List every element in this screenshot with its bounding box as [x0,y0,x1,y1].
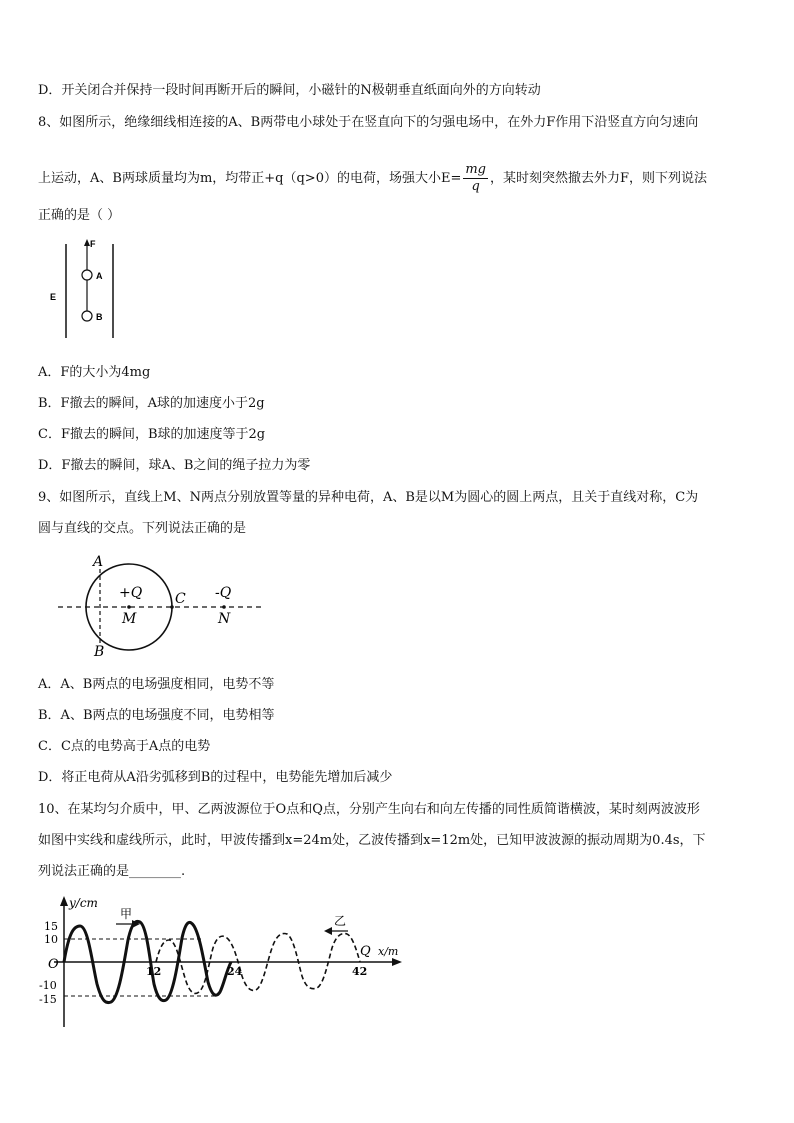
label-B: B [96,312,103,322]
q10-stem-line1: 10、在某均匀介质中，甲、乙两波源位于O点和Q点，分别产生向右和向左传播的同性质简谐横波，某时刻两波波形 [38,802,700,817]
label-C: C [175,591,186,607]
y-axis-arrow-icon [60,896,68,906]
q9-option-d: D．将正电荷从A沿劣弧移到B的过程中，电势能先增加后减少 [38,770,393,785]
q10-stem-line3: 列说法正确的是________. [38,864,186,879]
tick-minus-10: -10 [39,979,57,992]
tick-15: 15 [44,920,58,933]
q8-frac-num: mg [465,162,487,177]
tick-10: 10 [44,933,58,946]
q10-stem-line2: 如图中实线和虚线所示，此时，甲波传播到x=24m处，乙波传播到x=12m处，已知甲波波源的振动周期为0.4s，下 [38,833,706,848]
point-C [170,605,174,609]
q8-option-d: D．F撤去的瞬间，球A、B之间的绳子拉力为零 [38,458,311,473]
q8-stem-line2b: ，某时刻突然撤去外力F，则下列说法 [490,171,708,186]
x-axis-arrow-icon [392,958,402,966]
label-F: F [90,239,96,249]
point-N [222,605,226,609]
q8-fraction [463,162,488,195]
tick-12: 12 [146,965,162,978]
q9-option-c: C．C点的电势高于A点的电势 [38,739,211,754]
label-yi: 乙 [334,914,347,928]
q9-option-b: B．A、B两点的电场强度不同，电势相等 [38,708,275,723]
tick-24: 24 [227,965,243,978]
q8-figure [40,236,150,346]
label-N: N [218,611,231,627]
q9-figure [55,552,270,662]
label-jia: 甲 [120,907,133,921]
q9-option-a: A．A、B两点的电场强度相同，电势不等 [38,677,275,692]
q7-option-d: D．开关闭合并保持一段时间再断开后的瞬间，小磁针的N极朝垂直纸面向外的方向转动 [38,83,541,98]
label-minus-Q: -Q [215,585,232,601]
q8-frac-den: q [471,179,480,194]
q10-wave-figure [36,892,416,1037]
x-axis-label: x/m [378,945,399,958]
ball-A [82,270,92,280]
label-E: E [50,292,57,302]
wave-yi-dashed [156,934,360,994]
label-M: M [122,611,137,627]
q9-stem-line1: 9、如图所示，直线上M、N两点分别放置等量的异种电荷，A、B是以M为圆心的圆上两点，且关于直线对称，C为 [38,490,699,505]
q8-stem-line1: 8、如图所示，绝缘细线相连接的A、B两带电小球处于在竖直向下的匀强电场中，在外力F作用下沿竖直方向匀速向 [38,115,699,130]
q8-stem-line2a: 上运动，A、B两球质量均为m，均带正+q（q>0）的电荷，场强大小E= [38,171,462,186]
label-A: A [96,271,103,281]
label-A: A [93,554,104,570]
q8-option-b: B．F撤去的瞬间，A球的加速度小于2g [38,396,265,411]
label-plus-Q: +Q [119,585,143,601]
q9-stem-line2: 圆与直线的交点。下列说法正确的是 [38,521,247,536]
yi-arrow-head-icon [324,927,332,935]
tick-minus-15: -15 [39,993,57,1006]
q8-option-c: C．F撤去的瞬间，B球的加速度等于2g [38,427,266,442]
label-B: B [94,644,105,660]
y-axis-label: y/cm [69,896,98,910]
q8-stem-line2 [38,162,707,195]
q8-stem-line3: 正确的是（ ） [38,208,121,223]
label-O: O [48,957,59,972]
point-M [127,605,131,609]
label-Q: Q [360,944,371,959]
ball-B [82,311,92,321]
tick-42: 42 [352,965,368,978]
q8-option-a: A．F的大小为4mg [38,365,151,380]
